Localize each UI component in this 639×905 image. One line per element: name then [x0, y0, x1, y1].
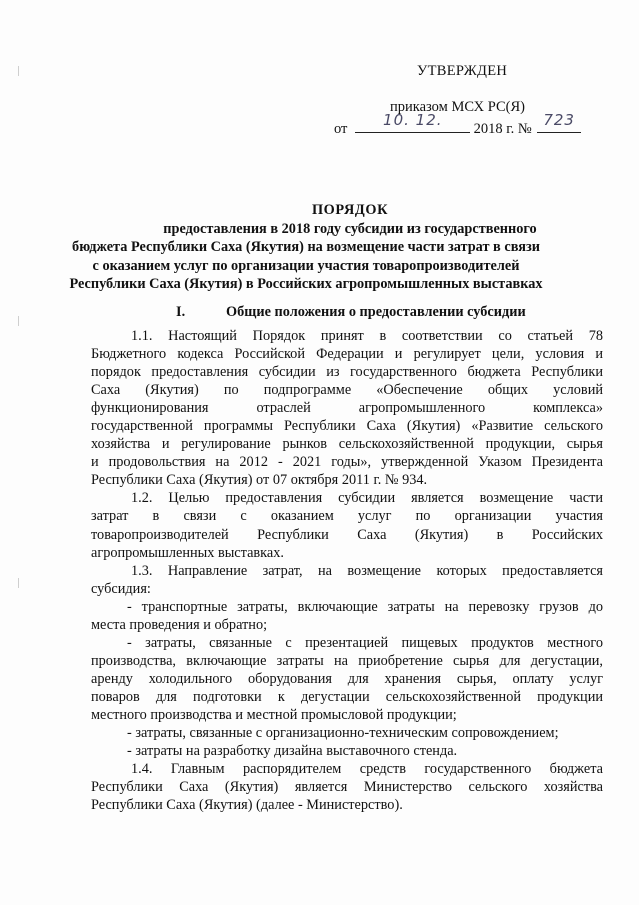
- text-line: 1.2. Целью предоставления субсидии является возмещение части: [131, 490, 603, 507]
- number-field: [537, 111, 581, 133]
- scan-edge-mark: [18, 578, 19, 588]
- year-label: 2018 г. №: [473, 121, 532, 137]
- text-line: функционирования отраслей агропромышленного комплекса»: [91, 400, 603, 417]
- text-line: 1.4. Главным распорядителем средств государственного бюджета: [131, 761, 603, 778]
- text-line: - затраты на разработку дизайна выставочного стенда.: [127, 743, 458, 760]
- text-line: 1.1. Настоящий Порядок принят в соответствии со статьей 78: [131, 328, 603, 344]
- paragraph: [91, 327, 603, 489]
- list-item: [91, 634, 603, 724]
- paragraph: [91, 760, 603, 814]
- list-item: [91, 742, 603, 760]
- text-line: порядок предоставления субсидии из государственного бюджета Республики: [91, 364, 603, 381]
- text-line: Бюджетного кодекса Российской Федерации и регулирует цели, условия и: [91, 346, 603, 363]
- scan-edge-mark: [18, 316, 19, 326]
- paragraph: [91, 489, 603, 561]
- text-line: затрат в связи с оказанием услуг по организации участия: [91, 508, 603, 525]
- text-line: Саха (Якутия) по подпрограмме «Обеспечение общих условий: [91, 382, 603, 399]
- text-line: производства, включающие затраты на приобретение сырья для дегустации,: [91, 652, 603, 669]
- list-item: [91, 598, 603, 634]
- approved-stamp-text: УТВЕРЖДЕН: [417, 63, 508, 79]
- paragraph: [91, 562, 603, 598]
- section-heading: [176, 304, 526, 321]
- order-date-line: [334, 111, 581, 138]
- text-line: Республики Саха (Якутия) от 07 октября 2011 г. № 934.: [91, 472, 428, 489]
- section-number: I.: [176, 304, 186, 320]
- text-line: агропромышленных выставках.: [91, 544, 284, 561]
- text-line: субсидия:: [91, 580, 151, 597]
- text-line: поваров для подготовки к дегустации сельскохозяйственной продукции: [91, 688, 603, 705]
- text-line: товаропроизводителей Республики Саха (Якутия) в Российских: [91, 526, 603, 543]
- title-line: предоставления в 2018 году субсидии из государственного: [163, 220, 537, 237]
- text-line: - транспортные затраты, включающие затраты на перевозку грузов до: [127, 598, 603, 615]
- date-prefix: от: [334, 121, 348, 137]
- text-line: местного производства и местной промысловой продукции;: [91, 706, 457, 723]
- text-line: Республики Саха (Якутия) (далее - Министерство).: [91, 797, 403, 814]
- title-line: бюджета Республики Саха (Якутия) на возмещение части затрат в связи: [72, 239, 540, 256]
- document-title: [69, 201, 620, 294]
- handwritten-date: 10. 12.: [383, 111, 443, 129]
- text-line: аренду холодильного оборудования для хранения сырья, оплату услуг: [91, 670, 603, 687]
- text-line: хозяйства и регулирование рынков сельскохозяйственной продукции, сырья: [91, 436, 603, 453]
- date-field: [355, 111, 470, 133]
- order-reference: приказом МСХ РС(Я): [390, 99, 525, 115]
- title-line: Республики Саха (Якутия) в Российских агропромышленных выставках: [69, 276, 543, 293]
- list-item: [91, 724, 603, 742]
- text-line: 1.3. Направление затрат, на возмещение которых предоставляется: [131, 562, 603, 579]
- title-line: с оказанием услуг по организации участия товаропроизводителей: [92, 257, 520, 274]
- section-title: Общие положения о предоставлении субсидии: [226, 304, 526, 320]
- text-line: и продовольствия на 2012 - 2021 годы», утвержденной Указом Президента: [91, 454, 603, 471]
- text-line: Республики Саха (Якутия) является Министерство сельского хозяйства: [91, 779, 603, 796]
- text-line: - затраты, связанные с презентацией пищевых продуктов местного: [127, 634, 603, 651]
- scan-edge-mark: [18, 66, 19, 76]
- text-line: государственной программы Республики Саха (Якутия) «Развитие сельского: [91, 418, 603, 435]
- document-body: [91, 327, 603, 814]
- handwritten-number: 723: [543, 111, 575, 129]
- text-line: места проведения и обратно;: [91, 616, 268, 633]
- text-line: - затраты, связанные с организационно-техническим сопровождением;: [127, 725, 559, 742]
- title-main: ПОРЯДОК: [311, 202, 389, 218]
